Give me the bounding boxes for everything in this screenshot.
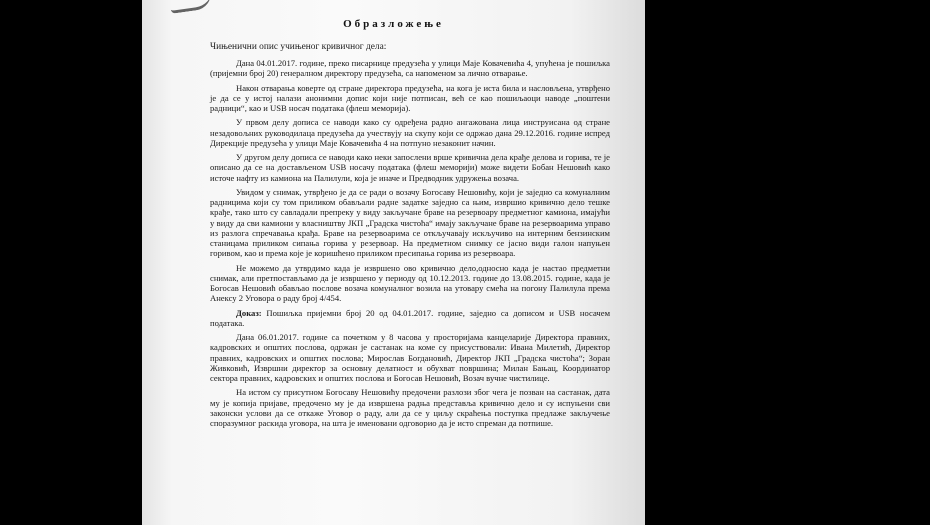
paragraph-8: Дана 06.01.2017. године са почетком у 8 часова у просторијама канцеларије Директора правних, кадровских и општих послова, одржан је састанак на коме су присуствовали: Ивана Милетић, Директор правних, кадровских и општих послова; Мирослав Богдановић, Директор ЈКП „Градска чистоћа“; Зоран Живковић, Извршни директор за основну делатност и обухват површина; Милан Бањац, Координатор сектора правних, кадровских и општих послова и Богосав Нешовић, Возач вучне чистилице. — [210, 332, 610, 383]
paragraph-9: На истом су присутном Богосаву Нешовићу предочени разлози због чега је позван на састанак, дата му је копија пријаве, предочено му је да извршена радња представља кривично дело и су испуњени сви законски услови да се откаже Уговор о раду, али да се у циљу скраћења поступка предлаже закључење споразумног раскида уговора, на шта је именовани одговорио да је исто спреман да потпише. — [210, 387, 610, 428]
document-body — [210, 58, 610, 432]
paragraph-3: У првом делу дописа се наводи како су одређена радно ангажована лица инструисана од стране незадовољних руководилаца предузећа да учествују на скупу који се одржао дана 29.12.2016. године испред Дирекције предузећа у улици Маје Ковачевића 4 на потпуно незаконит начин. — [210, 117, 610, 148]
pen-mark — [169, 0, 213, 14]
section-heading: Чињенични опис учињеног кривичног дела: — [210, 42, 387, 52]
paragraph-1: Дана 04.01.2017. године, преко писарнице предузећа у улици Маје Ковачевића 4, упућена је пошиљка (пријемни број 20) генералном директору предузећа, са напоменом за лично отварање. — [210, 58, 610, 79]
paragraph-4: У другом делу дописа се наводи како неки запослени врше кривична дела крађе делова и горива, те је описано да се на достављеном USB носачу података (флеш меморији) може видети Бобан Нешовић како источе нафту из камиона на Палилули, која је иначе и Предводник удружења возача. — [210, 152, 610, 183]
document-title: Образложење — [343, 18, 444, 30]
evidence-paragraph: Доказ: Пошиљка пријемни број 20 од 04.01.2017. године, заједно са дописом и USB носачем података. — [210, 307, 611, 328]
left-black-margin — [0, 0, 142, 525]
evidence-label: Доказ: — [236, 307, 262, 318]
paragraph-5: Увидом у снимак, утврђено је да се ради о возачу Богосаву Нешовићу, који је заједно са комуналним радницима који су том приликом обављали радне задатке заједно са њим, извршио кривично дело тешке крађе, тако што су савладали препреку у виду закључане браве на резервоару предметног камиона, имајући у виду да сви камиони у власништву ЈКП „Градска чистоћа“ имају закључане браве на резервоарима управо из разлога спречавања крађа. Браве на резервоарима се откључавају искључиво на интерним бензинским станицама приликом сипања горива у резервоар. На предметном снимку се јасно види галон напуњен горивом, као и према које је коришћено приликом пресипања горива из резервоара. — [210, 186, 610, 259]
scanned-document-page — [142, 0, 645, 525]
paragraph-6: Не можемо да утврдимо када је извршено ово кривично дело,односно када је настао предметни снимак, али претпостављамо да је извршено у периоду од 10.12.2013. године до 13.08.2015. године, када је Богосав Нешовић обављао послове возача комуналног возила на утовару смећа на погону Палилула према Анексу 2 Уговора о раду број 4/454. — [210, 262, 610, 304]
paragraph-2: Након отварања коверте од стране директора предузећа, на кога је иста била и насловљена, утврђено је да се у истој налази анонимни допис који није потписан, већ се као пошиљаоци наводе „поштени радници“, као и USB носач података (флеш меморија). — [210, 82, 610, 113]
right-black-margin — [645, 0, 930, 525]
